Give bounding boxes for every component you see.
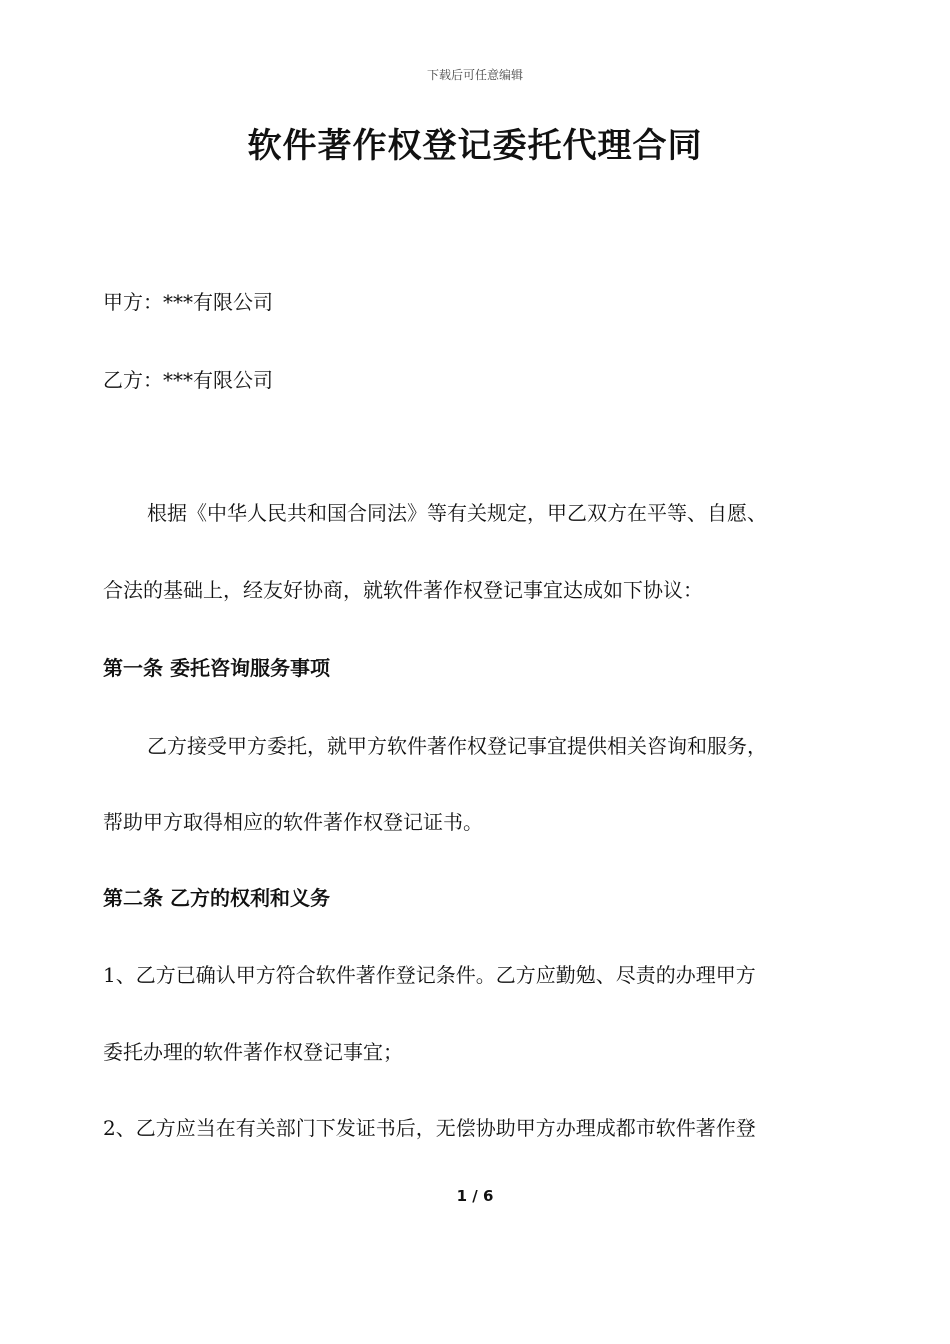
page-number: 1 / 6 (456, 1187, 494, 1205)
article-2-item-1-line-1: 1、乙方已确认甲方符合软件著作登记条件。乙方应勤勉、尽责的办理甲方 (103, 963, 756, 987)
article-2-heading: 第二条 乙方的权利和义务 (103, 886, 330, 910)
document-title: 软件著作权登记委托代理合同 (247, 126, 703, 166)
party-b-line: 乙方：***有限公司 (103, 368, 273, 392)
article-1-line-2: 帮助甲方取得相应的软件著作权登记证书。 (103, 810, 483, 834)
intro-paragraph-line-2: 合法的基础上，经友好协商，就软件著作权登记事宜达成如下协议： (103, 578, 703, 602)
article-1-heading: 第一条 委托咨询服务事项 (103, 656, 330, 680)
article-1-line-1: 乙方接受甲方委托，就甲方软件著作权登记事宜提供相关咨询和服务， (147, 734, 767, 758)
article-2-item-1-line-2: 委托办理的软件著作权登记事宜； (103, 1040, 403, 1064)
party-a-line: 甲方：***有限公司 (103, 290, 273, 314)
article-2-item-2-line-1: 2、乙方应当在有关部门下发证书后，无偿协助甲方办理成都市软件著作登 (103, 1116, 756, 1140)
header-note: 下载后可任意编辑 (426, 68, 523, 82)
intro-paragraph-line-1: 根据《中华人民共和国合同法》等有关规定，甲乙双方在平等、自愿、 (147, 501, 767, 525)
